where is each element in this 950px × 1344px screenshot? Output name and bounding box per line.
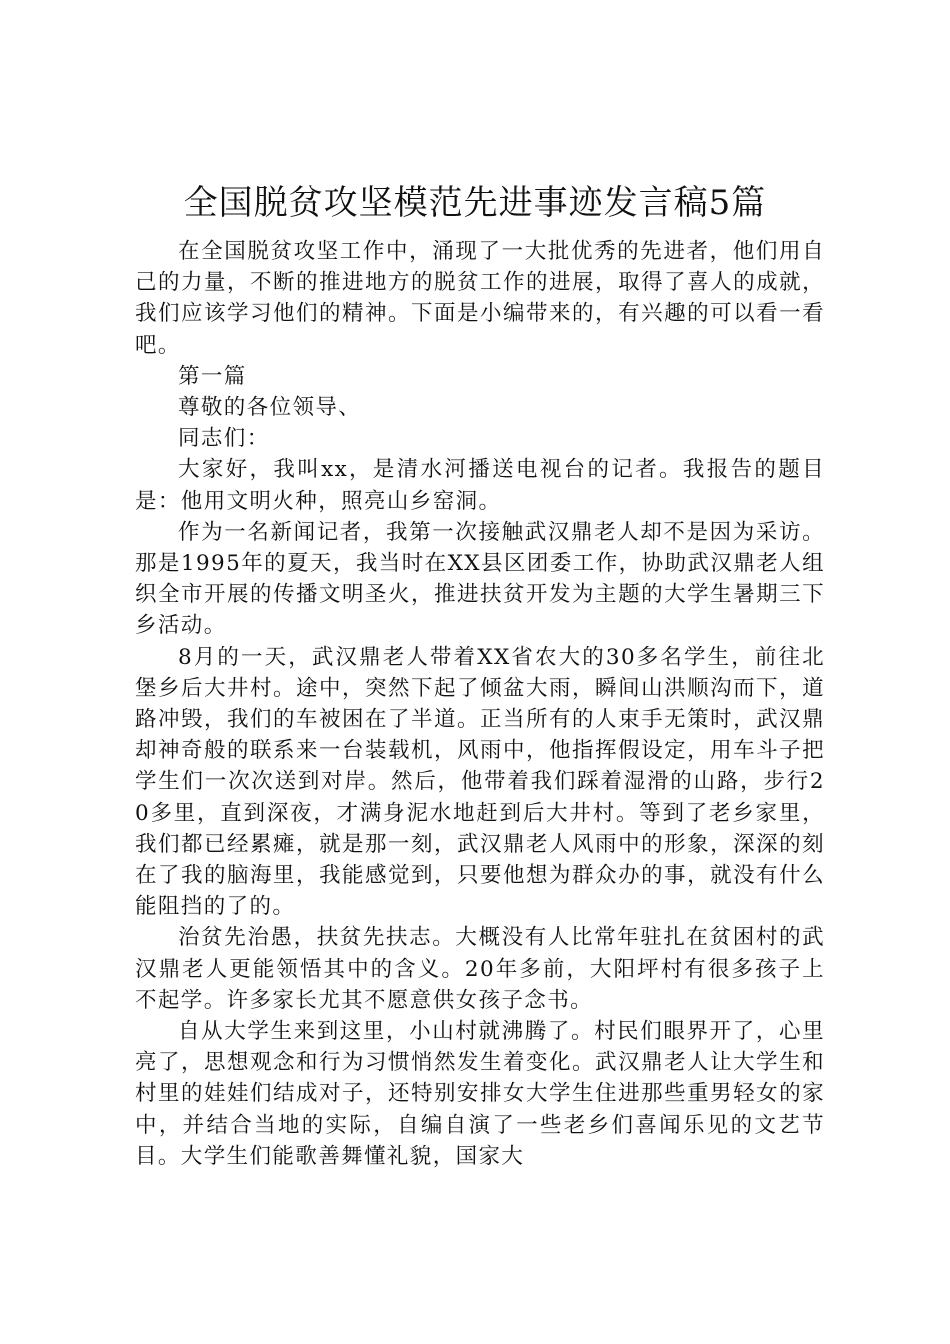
paragraph-salutation: 尊敬的各位领导、 [178, 395, 362, 421]
paragraph-section-heading: 第一篇 [178, 363, 247, 389]
document-body [135, 236, 825, 1172]
paragraph-first-contact: 作为一名新闻记者，我第一次接触武汉鼎老人却不是因为采访。那是1995年的夏天，我当时在XX县区团委工作，协助武汉鼎老人组织全市开展的传播文明圣火，推进扶贫开发为主题的大学生暑期三下乡活动。 [135, 519, 825, 639]
paragraph-salutation-2: 同志们： [178, 426, 270, 452]
paragraph-intro: 在全国脱贫攻坚工作中，涌现了一大批优秀的先进者，他们用自己的力量，不断的推进地方的脱贫工作的进展，取得了喜人的成就，我们应该学习他们的精神。下面是小编带来的，有兴趣的可以看一看吧。 [135, 239, 825, 358]
paragraph-education: 治贫先治愚，扶贫先扶志。大概没有人比常年驻扎在贫困村的武汉鼎老人更能领悟其中的含义。20年多前，大阳坪村有很多孩子上不起学。许多家长尤其不愿意供女孩子念书。 [135, 925, 825, 1013]
paragraph-self-introduction: 大家好，我叫xx，是清水河播送电视台的记者。我报告的题目是：他用文明火种，照亮山乡窑洞。 [135, 457, 825, 514]
paragraph-storm-story: 8月的一天，武汉鼎老人带着XX省农大的30多名学生，前往北堡乡后大井村。途中，突然下起了倾盆大雨，瞬间山洪顺沟而下，道路冲毁，我们的车被困在了半道。正当所有的人束手无策时，武汉鼎却神奇般的联系来一台装载机，风雨中，他指挥假设定，用车斗子把学生们一次次送到对岸。然后，他带着我们踩着湿滑的山路，步行20多里，直到深夜，才满身泥水地赶到后大井村。等到了老乡家里，我们都已经累瘫，就是那一刻，武汉鼎老人风雨中的形象，深深的刻在了我的脑海里，我能感觉到，只要他想为群众办的事，就没有什么能阻挡的了的。 [135, 644, 825, 920]
document-title: 全国脱贫攻坚模范先进事迹发言稿5篇 [183, 183, 767, 223]
paragraph-village-change: 自从大学生来到这里，小山村就沸腾了。村民们眼界开了，心里亮了，思想观念和行为习惯悄然发生着变化。武汉鼎老人让大学生和村里的娃娃们结成对子，还特别安排女大学生住进那些重男轻女的家中，并结合当地的实际，自编自演了一些老乡们喜闻乐见的文艺节目。大学生们能歌善舞懂礼貌，国家大 [135, 1019, 825, 1169]
